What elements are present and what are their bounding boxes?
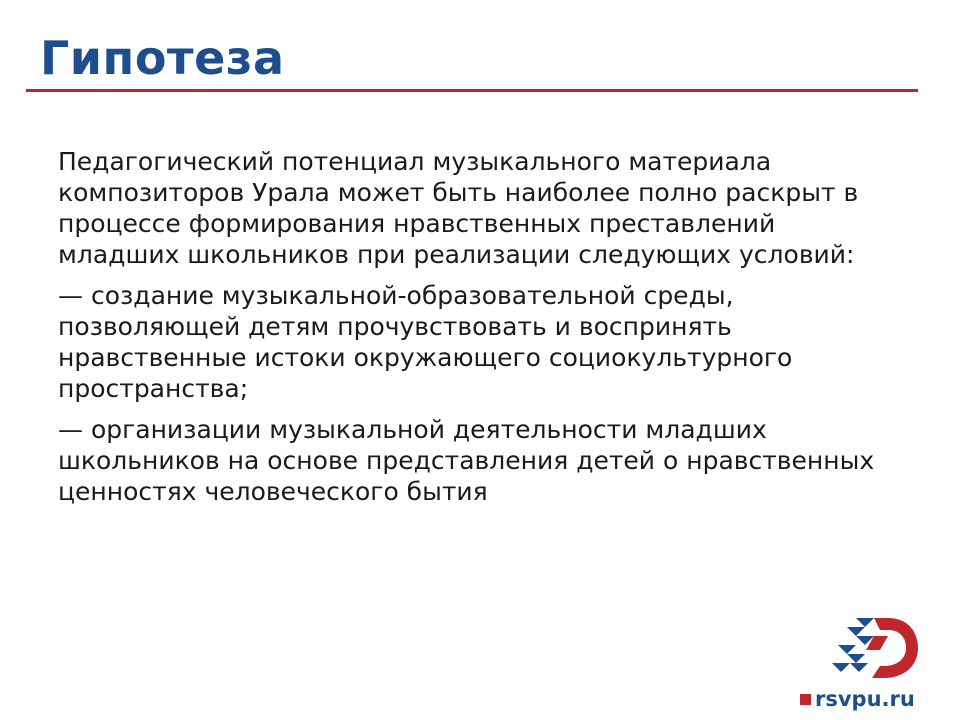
title-underline [26,89,918,92]
condition-item-1: — создание музыкальной-образовательной среды, позволяющей детям прочувствовать и воспринять нравственные истоки окружающего социокультурного пространства; [58,281,793,403]
hypothesis-paragraph: Педагогический потенциал музыкального материала композиторов Урала может быть наиболее полно раскрыт в процессе формирования нравственных преставлений младших школьников при реализации следующих условий: [58,147,859,269]
slide-body [58,146,878,517]
site-link[interactable] [800,686,915,712]
site-text: rsvpu.ru [815,687,915,711]
condition-item-2: — организации музыкальной деятельности младших школьников на основе представления детей о нравственных ценностях человеческого бытия [58,415,875,506]
rsvpu-logo-icon [828,612,920,684]
slide-title: Гипотеза [40,31,285,85]
site-bullet-icon [800,694,811,705]
